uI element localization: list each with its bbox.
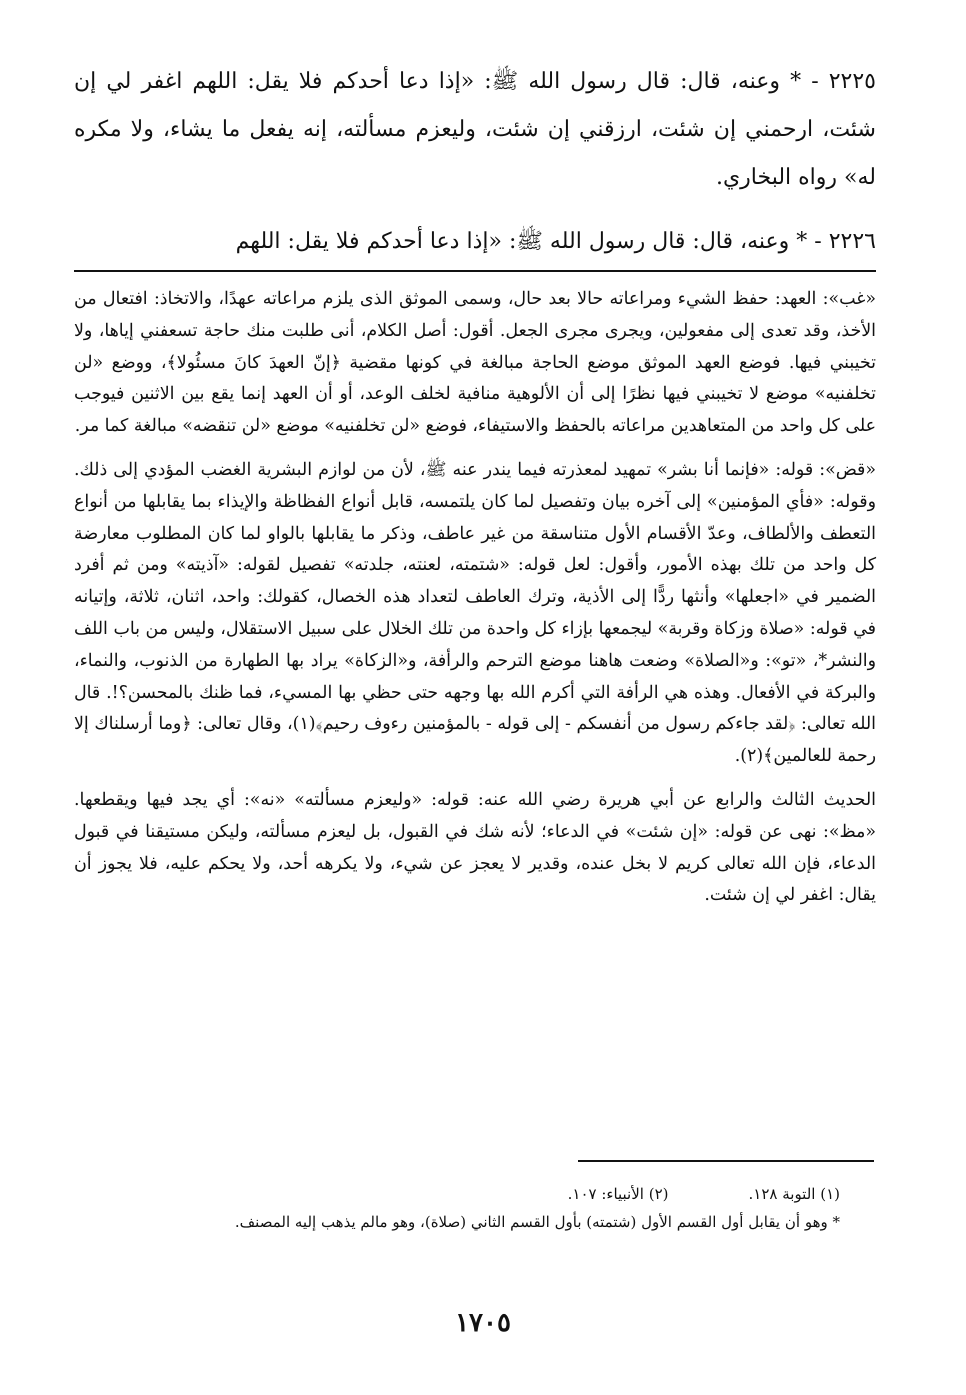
commentary-paragraph-1: «غب»: العهد: حفظ الشيء ومراعاته حالا بعد حال، وسمى الموثق الذى يلزم مراعاته عهدًا، والاتخاذ: افتعال من الأخذ، وقد تعدى إلى مفعولين، ويجرى مجرى الجعل. أقول: أصل الكلام، أنى طلبت منك حاجة تسعفني إياها، ولا تخيبني فيها. فوضع العهد الموثق موضع الحاجة مبالغة في كونها مقضية ﴿إنّ العهدَ كانَ مسئُولا﴾، ووضع «لن تخلفنيه» موضع لا تخيبني فيها نظرًا إلى أن الألوهية منافية لخلف الوعد، أو أن العهد إنما يقع بين الاثنين فيوجب على كل واحد من المتعاهدين مراعاته بالحفظ والاستيفاء، فوضع «لن تخلفنيه» موضع «لن تنقضه» مبالغة كما مر.	[74, 289, 876, 437]
page-body	[74, 58, 876, 912]
commentary-paragraph-3: الحديث الثالث والرابع عن أبي هريرة رضي الله عنه: قوله: «وليعزم مسألته» «نه»: أي يجد فيها ويقطعها. «مظ»: نهى عن قوله: «إن شئت» في الدعاء؛ لأنه شك في القبول، بل ليعزم مسألته، وليكن مستيقنا في قبول الدعاء، فإن الله تعالى كريم لا بخل عنده، وقدير لا يعجز عن شيء، ولا يكرهه أحد، ولا يحكم عليه، فلا يجوز أن يقال: اغفر لي إن شئت.	[74, 789, 876, 906]
footnote-divider	[578, 1160, 874, 1162]
text-commentary-divider	[74, 270, 876, 272]
page-number: ١٧٠٥	[455, 1308, 511, 1338]
footnotes	[120, 1180, 840, 1236]
hadith-2226: ٢٢٢٦ - * وعنه، قال: قال رسول الله ﷺ: «إذا دعا أحدكم فلا يقل: اللهم	[235, 229, 876, 254]
footnote-2: (٢) الأنبياء: ١٠٧.	[567, 1185, 669, 1203]
footnote-row	[120, 1180, 840, 1208]
commentary-paragraph-2: «قض»: قوله: «فإنما أنا بشر» تمهيد لمعذرته فيما يندر عنه ﷺ، لأن من لوازم البشرية الغضب المؤدي إلى ذلك. وقوله: «فأي المؤمنين» إلى آخره بيان وتفصيل لما كان يلتمسه، قابل أنواع الفظاظة والإيذاء بما يقابلها من أنواع التعطف والألطاف، وعدّ الأقسام الأول متناسقة من غير عاطف، وذكر ما يقابلها بالواو لما كان المطلوب معارضة كل واحد من تلك بهذه الأمور، وأقول: لعل قوله: «شتمته، لعنته، جلدته» تفصيل لقوله: «آذيته» ومن ثم أفرد الضمير في «اجعلها» وأنثها ردًّا إلى الأذية، وترك العاطف لتعداد هذه الخصال، كقولك: واحد، اثنان، ثلاثة، وإتيانه في قوله: «صلاة وزكاة وقربة» ليجمعها بإزاء كل واحدة من تلك الخلال على سبيل الاستقلال، وليس من باب اللف والنشر*، «تو»: و«الصلاة» وضعت هاهنا موضع الترحم والرأفة، و«الزكاة» يراد بها الطهارة من الذنوب، والنماء، والبركة في الأفعال. وهذه هي الرأفة التي أكرم الله بها وجهه حتى حظي بها المسيء، فما ظنك بالمحسن؟!. قال الله تعالى: ﴿لقد جاءكم رسول من أنفسكم - إلى قوله - بالمؤمنين رءوف رحيم﴾(١)، وقال تعالى: ﴿وما أرسلناك إلا رحمة للعالمين﴾(٢).	[74, 459, 876, 767]
footnote-star: * وهو أن يقابل أول القسم الأول (شتمته) بأول القسم الثاني (صلاة)، وهو مالم يذهب إليه المصنف.	[234, 1213, 840, 1231]
footnote-1: (١) التوبة ١٢٨.	[748, 1185, 840, 1203]
hadith-2225: ٢٢٢٥ - * وعنه، قال: قال رسول الله ﷺ: «إذا دعا أحدكم فلا يقل: اللهم اغفر لي إن شئت، ارحمني إن شئت، ارزقني إن شئت، وليعزم مسألته، إنه يفعل ما يشاء، ولا مكره له» رواه البخاري.	[74, 69, 876, 190]
